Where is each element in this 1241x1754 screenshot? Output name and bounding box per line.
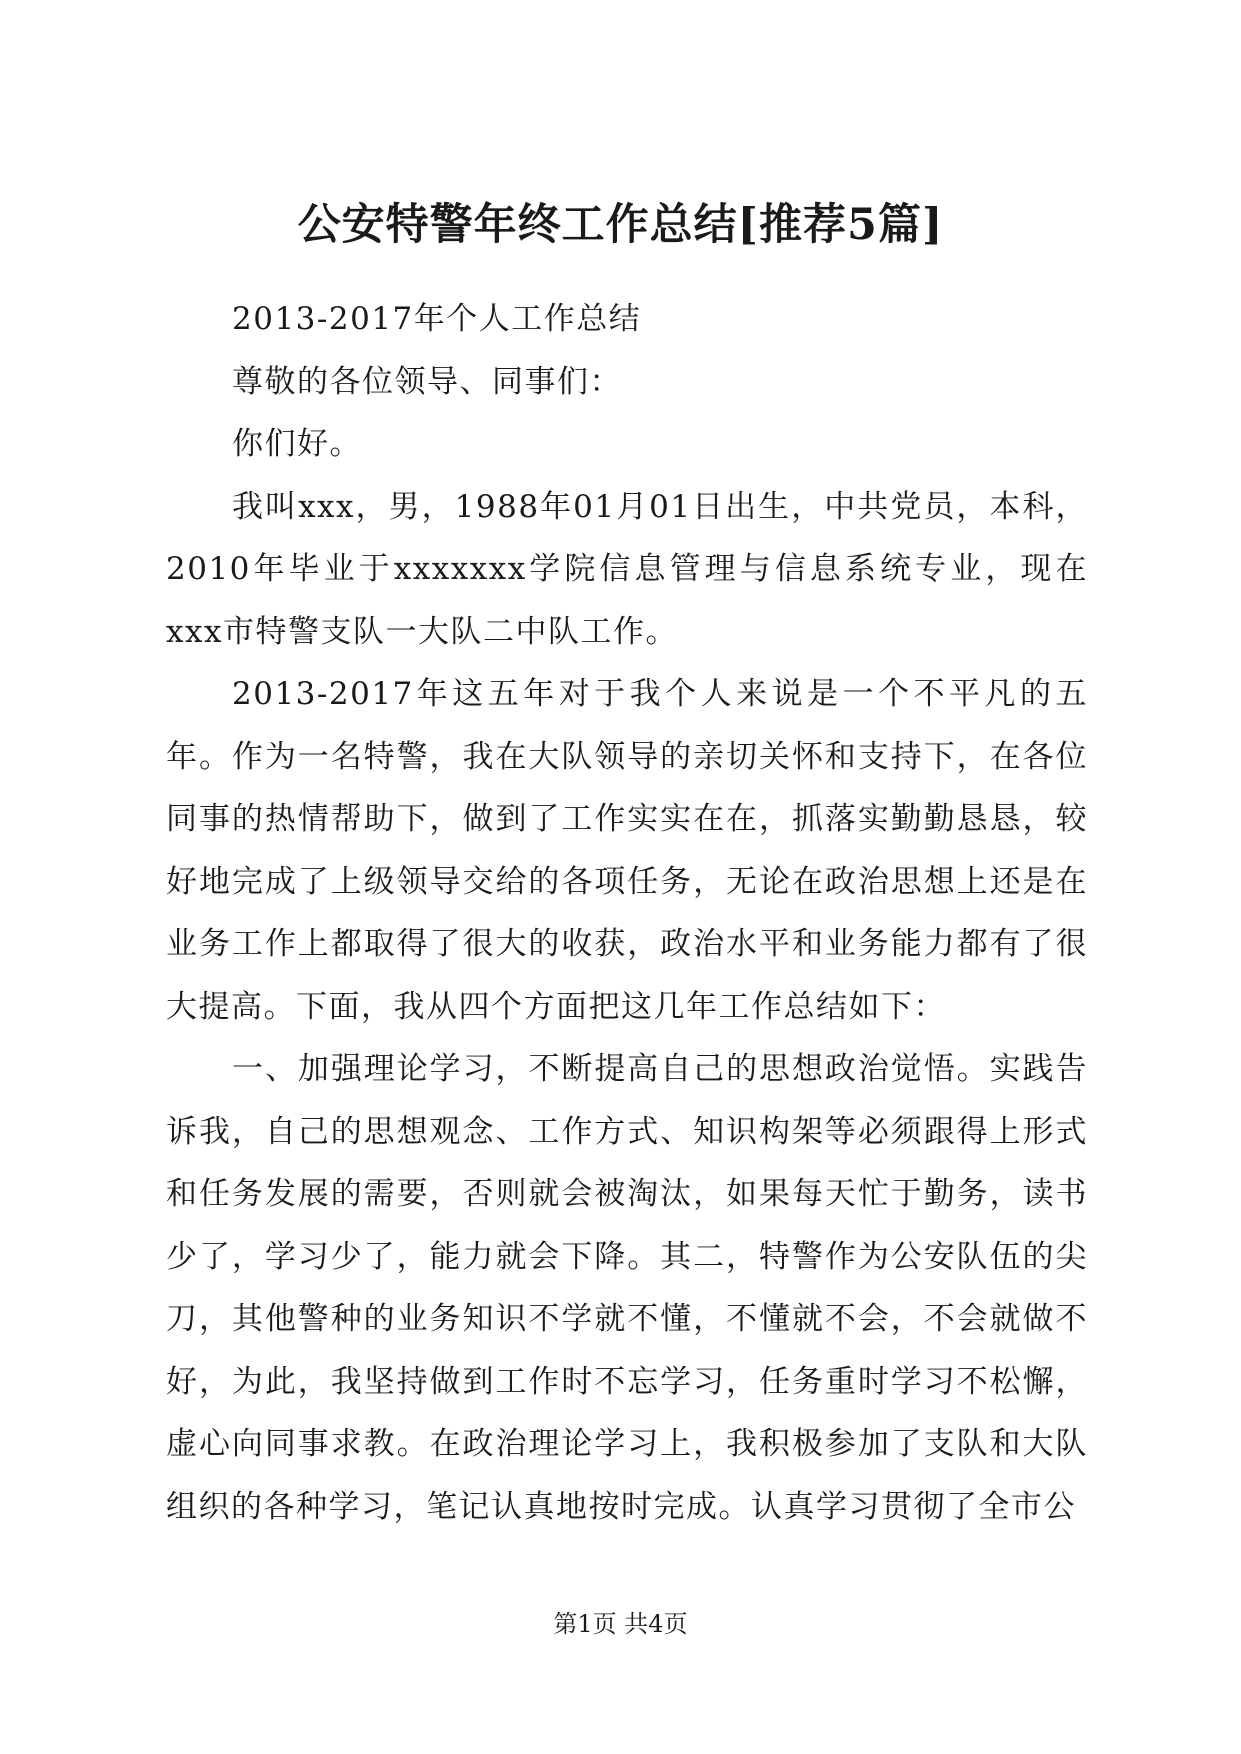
- document-title: 公安特警年终工作总结[推荐5篇]: [297, 200, 944, 250]
- paragraph-section-one: 一、加强理论学习，不断提高自己的思想政治觉悟。实践告诉我，自己的思想观念、工作方式、知识构架等必须跟得上形式和任务发展的需要，否则就会被淘汰，如果每天忙于勤务，读书少了，学习少了，能力就会下降。其二，特警作为公安队伍的尖刀，其他警种的业务知识不学就不懂，不懂就不会，不会就做不好，为此，我坚持做到工作时不忘学习，任务重时学习不松懈，虚心向同事求教。在政治理论学习上，我积极参加了支队和大队组织的各种学习，笔记认真地按时完成。认真学习贯彻了全市公: [166, 1051, 1088, 1525]
- document-body: [166, 288, 1088, 1538]
- page-number-footer: 第1页 共4页: [553, 1610, 688, 1638]
- paragraph-salutation: 尊敬的各位领导、同事们：: [232, 363, 622, 400]
- paragraph-intro: 我叫xxx，男，1988年01月01日出生，中共党员，本科，2010年毕业于xxxxxxx学院信息管理与信息系统专业，现在xxx市特警支队一大队二中队工作。: [166, 488, 1088, 650]
- paragraph-heading: 2013-2017年个人工作总结: [232, 301, 642, 337]
- paragraph-overview: 2013-2017年这五年对于我个人来说是一个不平凡的五年。作为一名特警，我在大队领导的亲切关怀和支持下，在各位同事的热情帮助下，做到了工作实实在在，抓落实勤勤恳恳，较好地完成了上级领导交给的各项任务，无论在政治思想上还是在业务工作上都取得了很大的收获，政治水平和业务能力都有了很大提高。下面，我从四个方面把这几年工作总结如下：: [166, 676, 1088, 1025]
- paragraph-greeting: 你们好。: [232, 426, 362, 462]
